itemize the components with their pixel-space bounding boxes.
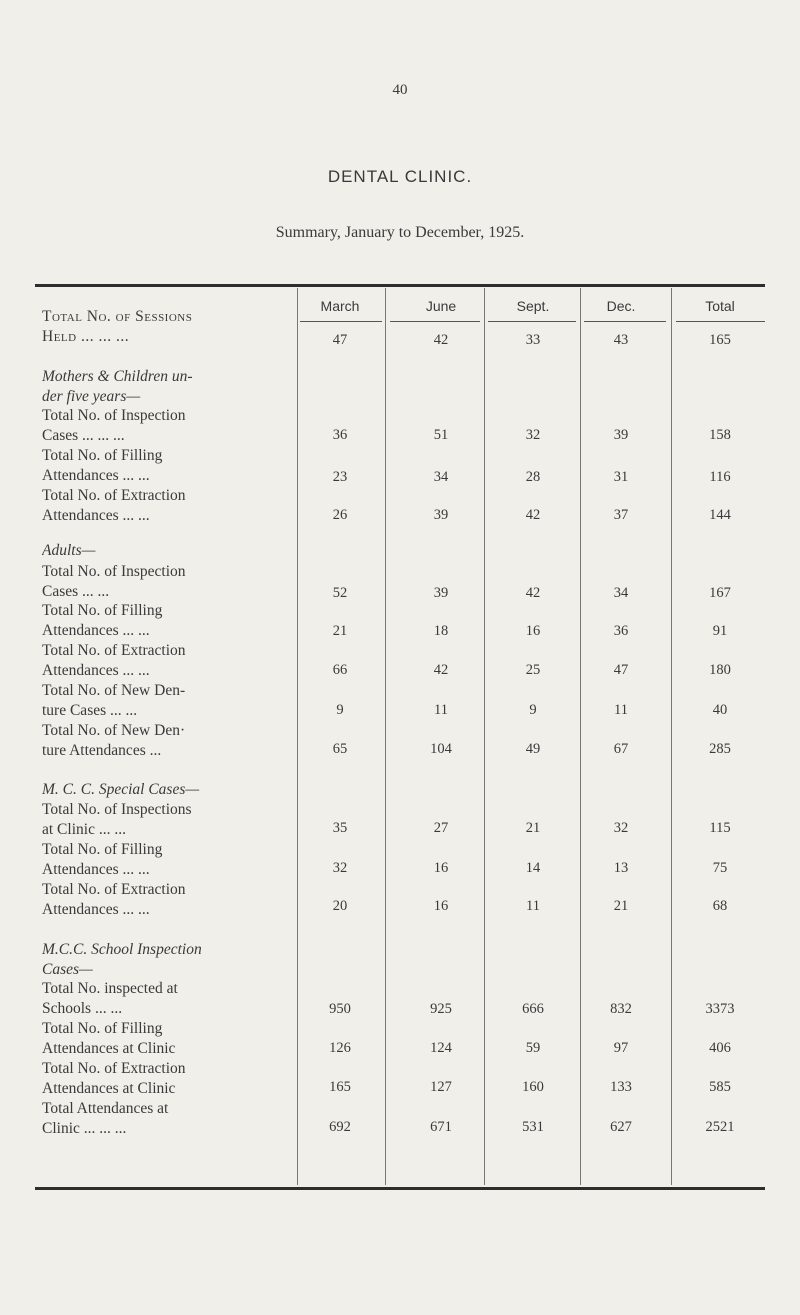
table-cell: 14: [525, 860, 541, 876]
row-label: [42, 681, 290, 721]
row-label-line: Attendances at Clinic: [42, 1040, 176, 1057]
table-cell: 406: [709, 1040, 731, 1056]
page-subtitle: Summary, January to December, 1925.: [275, 224, 525, 241]
table-cell: 91: [712, 623, 728, 639]
header-underline: [676, 321, 765, 322]
table-cell: 39: [433, 507, 449, 523]
header-underline: [488, 321, 576, 322]
row-label: [42, 780, 290, 800]
table-cell: 16: [433, 860, 449, 876]
row-label-line: Cases—: [42, 961, 93, 978]
table-cell: 9: [336, 702, 344, 718]
table-cell: 36: [613, 623, 629, 639]
table-top-rule: [35, 284, 765, 287]
table-cell: 35: [332, 820, 348, 836]
table-cell: 39: [433, 585, 449, 601]
row-label-line: Cases ... ...: [42, 583, 110, 600]
table-cell: 11: [526, 898, 540, 914]
table-cell: 13: [613, 860, 629, 876]
table-cell: 950: [329, 1001, 351, 1017]
row-label: [42, 486, 290, 526]
table-cell: 16: [525, 623, 541, 639]
table-bottom-rule: [35, 1187, 765, 1190]
row-label-line: Held ... ... ...: [42, 328, 130, 345]
table-cell: 124: [430, 1040, 452, 1056]
table-cell: 133: [610, 1079, 632, 1095]
row-label-line: Total Attendances at: [42, 1100, 169, 1117]
table-cell: 40: [712, 702, 728, 718]
table-cell: 2521: [705, 1119, 735, 1135]
row-label: [42, 641, 290, 681]
table-cell: 49: [525, 741, 541, 757]
row-label: [42, 721, 290, 761]
header-underline: [390, 321, 480, 322]
row-label-line: Total No. of Filling: [42, 447, 163, 464]
column-header: March: [320, 298, 360, 314]
row-label-line: Total No. inspected at: [42, 980, 178, 997]
table-cell: 3373: [705, 1001, 735, 1017]
table-cell: 34: [433, 469, 449, 485]
table-cell: 165: [709, 332, 731, 348]
table-cell: 104: [430, 741, 452, 757]
table-cell: 165: [329, 1079, 351, 1095]
table-cell: 39: [613, 427, 629, 443]
table-cell: 97: [613, 1040, 629, 1056]
table-cell: 65: [332, 741, 348, 757]
table-cell: 160: [522, 1079, 544, 1095]
table-cell: 42: [525, 585, 541, 601]
table-cell: 671: [430, 1119, 452, 1135]
row-label: [42, 940, 290, 980]
header-underline: [300, 321, 382, 322]
header-underline: [584, 321, 666, 322]
row-label-line: ture Cases ... ...: [42, 702, 138, 719]
table-cell: 23: [332, 469, 348, 485]
table-cell: 36: [332, 427, 348, 443]
row-label-line: Total No. of Extraction: [42, 642, 186, 659]
row-label-line: Attendances at Clinic: [42, 1080, 176, 1097]
table-cell: 28: [525, 469, 541, 485]
table-cell: 37: [613, 507, 629, 523]
row-label-line: Cases ... ... ...: [42, 427, 125, 444]
row-label: [42, 446, 290, 486]
row-label-line: der five years—: [42, 388, 141, 405]
table-cell: 180: [709, 662, 731, 678]
row-label-line: Attendances ... ...: [42, 622, 150, 639]
row-label: [42, 307, 290, 347]
table-cell: 59: [525, 1040, 541, 1056]
row-label-line: Total No. of Sessions: [42, 308, 193, 325]
table-cell: 585: [709, 1079, 731, 1095]
table-cell: 627: [610, 1119, 632, 1135]
column-header: Sept.: [516, 298, 550, 314]
table-cell: 158: [709, 427, 731, 443]
table-cell: 27: [433, 820, 449, 836]
table-cell: 285: [709, 741, 731, 757]
row-label: [42, 979, 290, 1019]
table-cell: 21: [525, 820, 541, 836]
table-cell: 26: [332, 507, 348, 523]
column-header: Dec.: [606, 298, 636, 314]
table-cell: 52: [332, 585, 348, 601]
row-label-line: Attendances ... ...: [42, 861, 150, 878]
table-cell: 127: [430, 1079, 452, 1095]
table-cell: 32: [613, 820, 629, 836]
row-label: [42, 601, 290, 641]
column-header: Total: [705, 298, 735, 314]
row-label-line: Adults—: [42, 542, 96, 559]
row-label-line: Total No. of Inspection: [42, 407, 186, 424]
table-cell: 67: [613, 741, 629, 757]
row-label-line: Attendances ... ...: [42, 662, 150, 679]
table-cell: 21: [613, 898, 629, 914]
row-label-line: Attendances ... ...: [42, 507, 150, 524]
table-cell: 43: [613, 332, 629, 348]
row-label-line: Total No. of Filling: [42, 841, 163, 858]
table-cell: 20: [332, 898, 348, 914]
table-cell: 32: [332, 860, 348, 876]
column-header: June: [425, 298, 457, 314]
table-cell: 33: [525, 332, 541, 348]
table-cell: 31: [613, 469, 629, 485]
row-label-line: Total No. of New Den·: [42, 722, 186, 739]
row-label-line: M. C. C. Special Cases—: [42, 781, 200, 798]
table-cell: 11: [614, 702, 628, 718]
table-cell: 18: [433, 623, 449, 639]
row-label: [42, 1099, 290, 1139]
table-cell: 51: [433, 427, 449, 443]
page-number: 40: [392, 82, 408, 98]
table-cell: 68: [712, 898, 728, 914]
row-label: [42, 1059, 290, 1099]
table-cell: 25: [525, 662, 541, 678]
row-label: [42, 562, 290, 602]
table-cell: 11: [434, 702, 448, 718]
row-label: [42, 800, 290, 840]
row-label: [42, 1019, 290, 1059]
row-label-line: Mothers & Children un-: [42, 368, 193, 385]
table-cell: 34: [613, 585, 629, 601]
column-divider: [671, 288, 672, 1185]
row-label-line: Clinic ... ... ...: [42, 1120, 127, 1137]
table-cell: 21: [332, 623, 348, 639]
table-cell: 116: [709, 469, 731, 485]
row-label-line: Total No. of Inspections: [42, 801, 192, 818]
row-label: [42, 367, 290, 407]
row-label-line: ture Attendances ...: [42, 742, 162, 759]
row-label-line: Attendances ... ...: [42, 901, 150, 918]
table-cell: 832: [610, 1001, 632, 1017]
row-label-line: Total No. of Filling: [42, 1020, 163, 1037]
table-cell: 42: [433, 662, 449, 678]
table-cell: 692: [329, 1119, 351, 1135]
table-cell: 42: [433, 332, 449, 348]
table-cell: 42: [525, 507, 541, 523]
table-cell: 32: [525, 427, 541, 443]
row-label-line: Total No. of Extraction: [42, 1060, 186, 1077]
table-cell: 66: [332, 662, 348, 678]
table-cell: 167: [709, 585, 731, 601]
row-label: [42, 840, 290, 880]
table-cell: 666: [522, 1001, 544, 1017]
row-label-line: Total No. of New Den-: [42, 682, 186, 699]
page-title: DENTAL CLINIC.: [327, 167, 473, 186]
table-cell: 126: [329, 1040, 351, 1056]
row-label-line: Total No. of Extraction: [42, 487, 186, 504]
row-label: [42, 406, 290, 446]
row-label-line: at Clinic ... ...: [42, 821, 126, 838]
table-cell: 47: [332, 332, 348, 348]
row-label-line: Attendances ... ...: [42, 467, 150, 484]
table-cell: 925: [430, 1001, 452, 1017]
row-label-line: Schools ... ...: [42, 1000, 123, 1017]
table-cell: 75: [712, 860, 728, 876]
row-label-line: Total No. of Extraction: [42, 881, 186, 898]
table-cell: 9: [529, 702, 537, 718]
table-cell: 531: [522, 1119, 544, 1135]
table-cell: 16: [433, 898, 449, 914]
row-label: [42, 880, 290, 920]
row-label-line: M.C.C. School Inspection: [42, 941, 202, 958]
table-cell: 47: [613, 662, 629, 678]
column-divider: [385, 288, 386, 1185]
row-label-line: Total No. of Inspection: [42, 563, 186, 580]
row-label-line: Total No. of Filling: [42, 602, 163, 619]
row-label: [42, 541, 290, 561]
table-cell: 144: [709, 507, 731, 523]
table-cell: 115: [709, 820, 731, 836]
